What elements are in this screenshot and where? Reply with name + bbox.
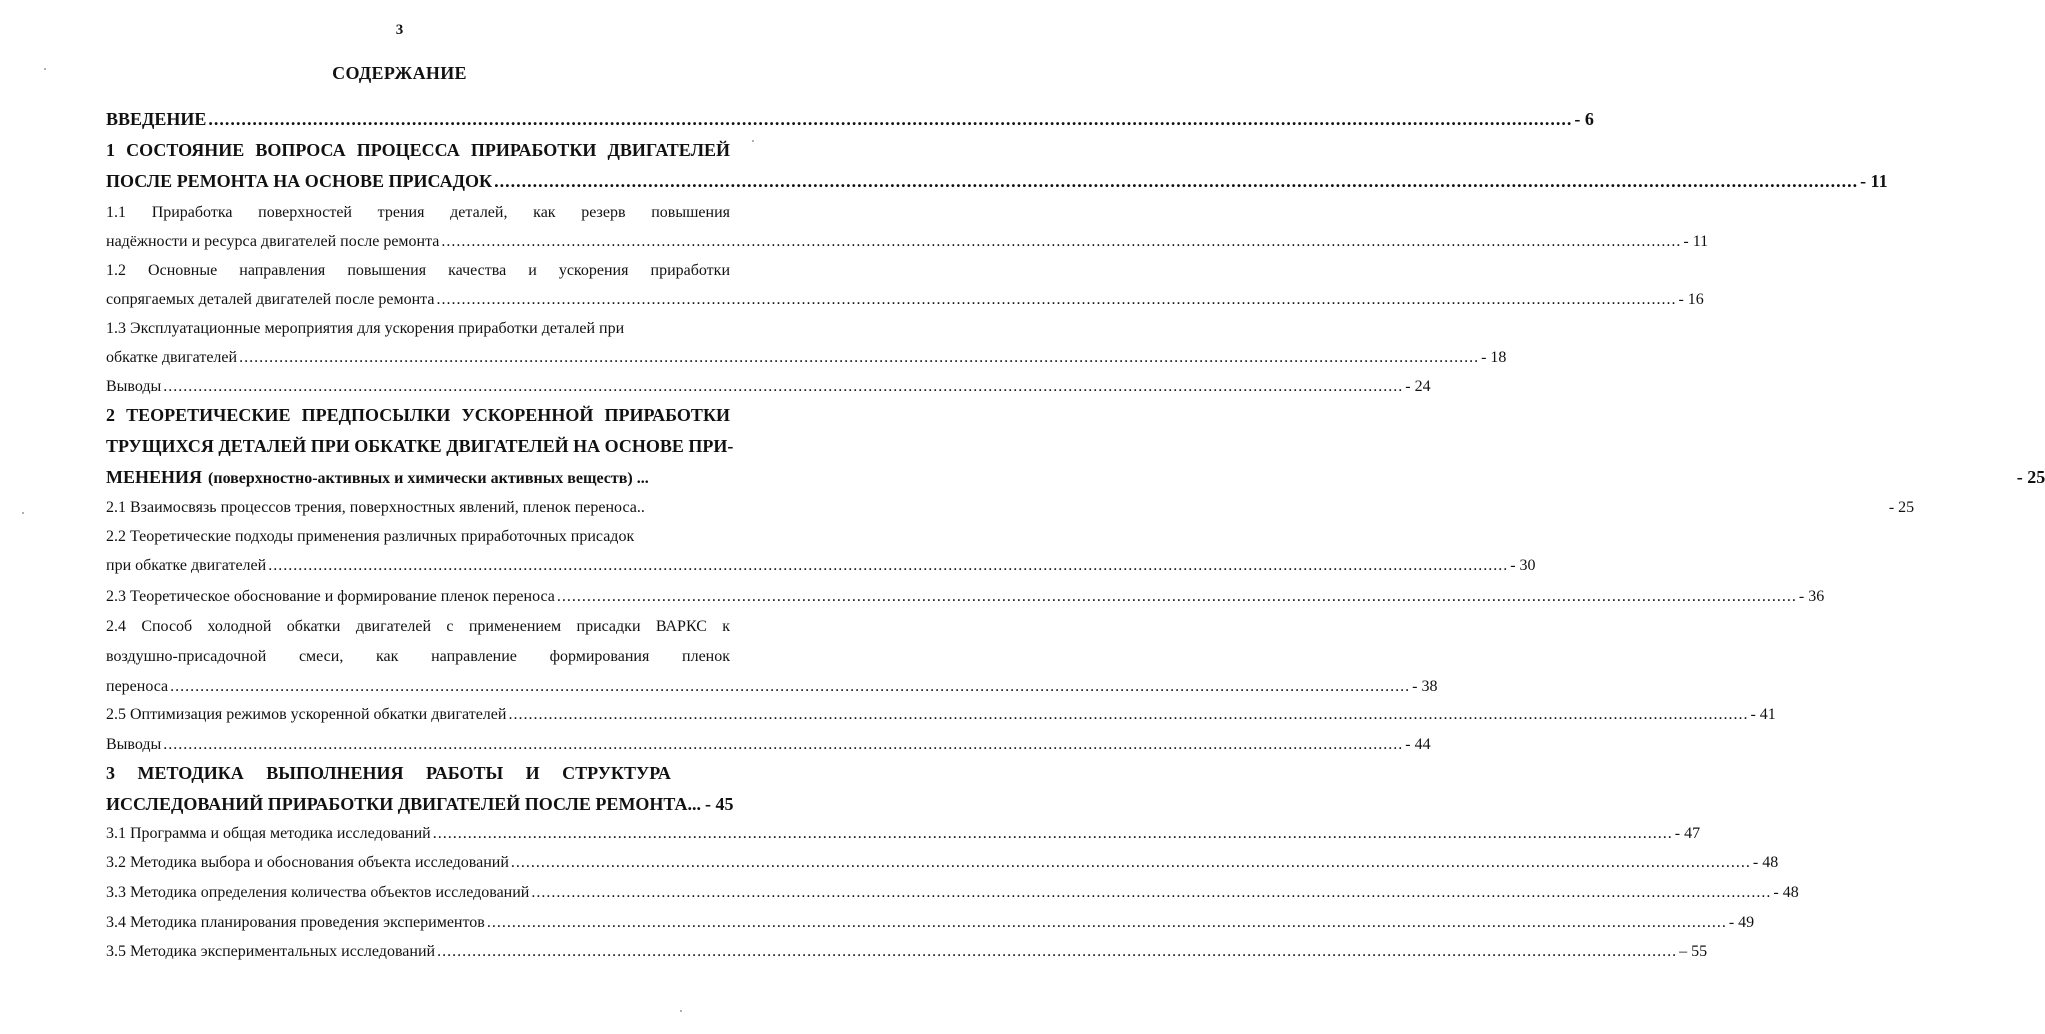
toc-section-2-4-line-3 <box>106 678 1438 696</box>
toc-section-2-4-line-2 <box>106 648 730 666</box>
toc-section-2-2-line-1 <box>106 528 730 546</box>
toc-section-2-1 <box>106 499 1915 517</box>
toc-section-3-4 <box>106 914 1755 932</box>
toc-leader-dots <box>433 825 1673 843</box>
toc-leader-dots <box>511 854 1751 872</box>
toc-page-number: - 18 <box>1481 349 1507 366</box>
toc-entry-title: 3.1 Программа и общая методика исследований <box>106 825 431 842</box>
toc-section-3-5 <box>106 943 1708 961</box>
toc-entry-title: 2.3 Теоретическое обоснование и формирование пленок переноса <box>106 588 555 605</box>
scan-speck <box>22 512 24 514</box>
toc-page-number: - 6 <box>1574 109 1594 129</box>
toc-entry-title: Выводы <box>106 378 162 395</box>
toc-leader-dots <box>437 943 1677 961</box>
toc-entry-title: 2.5 Оптимизация режимов ускоренной обкатки двигателей <box>106 706 507 723</box>
toc-section-1-2-line-1 <box>106 262 730 280</box>
toc-page-number: - 11 <box>1860 171 1888 191</box>
toc-page-number: - 49 <box>1728 914 1755 931</box>
toc-section-2-3 <box>106 588 1825 606</box>
toc-leader-dots <box>436 291 1676 309</box>
toc-leader-dots <box>557 588 1797 606</box>
scan-speck <box>44 68 46 70</box>
toc-page-number: - 45 <box>705 794 734 814</box>
toc-chapter-3-line-2 <box>106 794 734 815</box>
toc-page-number: - 48 <box>1752 854 1779 871</box>
toc-chapter-2-line-2 <box>106 436 734 457</box>
toc-entry-title: воздушно-присадочной смеси, как направление формирования пленок <box>106 648 730 665</box>
toc-entry-title: ПОСЛЕ РЕМОНТА НА ОСНОВЕ ПРИСАДОК <box>106 171 493 191</box>
toc-page-number: - 16 <box>1678 291 1704 308</box>
toc-entry-title: 1.2 Основные направления повышения качества и ускорения приработки <box>106 262 730 279</box>
toc-entry-title: 2.1 Взаимосвязь процессов трения, поверхностных явлений, пленок переноса.. <box>106 499 645 516</box>
toc-chapter-3-line-1 <box>106 763 671 784</box>
toc-section-1-1-line-2 <box>106 233 1709 251</box>
toc-entry-title: 2 ТЕОРЕТИЧЕСКИЕ ПРЕДПОСЫЛКИ УСКОРЕННОЙ ПРИРАБОТКИ <box>106 405 730 425</box>
toc-entry-title: надёжности и ресурса двигателей после ремонта <box>106 233 440 250</box>
toc-entry-title: обкатке двигателей <box>106 349 238 366</box>
toc-section-1-3-line-2 <box>106 349 1507 367</box>
toc-section-2-2-line-2 <box>106 557 1536 575</box>
toc-entry-title: 3 МЕТОДИКА ВЫПОЛНЕНИЯ РАБОТЫ И СТРУКТУРА <box>106 763 671 783</box>
toc-entry-title: 3.3 Методика определения количества объектов исследований <box>106 884 530 901</box>
toc-leader-dots <box>494 171 1858 192</box>
page-title: СОДЕРЖАНИЕ <box>332 63 467 83</box>
toc-conclusions-2 <box>106 736 1431 754</box>
toc-section-2-4-line-1 <box>106 618 730 636</box>
toc-page-number: – 55 <box>1679 943 1708 960</box>
toc-chapter-2-line-3 <box>106 467 2045 488</box>
toc-leader-dots <box>163 378 1403 396</box>
toc-page-number: - 41 <box>1750 706 1776 723</box>
toc-section-2-5 <box>106 706 1776 724</box>
toc-leader-dots <box>163 736 1403 754</box>
toc-entry-title: переноса <box>106 678 169 695</box>
toc-entry-title: МЕНЕНИЯ <box>106 467 203 487</box>
toc-entry-introduction <box>106 109 1594 130</box>
toc-page-number: - 24 <box>1405 378 1431 395</box>
toc-chapter-1-line-1 <box>106 140 730 161</box>
toc-page-number: - 47 <box>1674 825 1701 842</box>
toc-page-number: - 44 <box>1405 736 1431 753</box>
toc-entry-title: при обкатке двигателей <box>106 557 267 574</box>
toc-leader-dots <box>487 914 1727 932</box>
toc-entry-title: ИССЛЕДОВАНИЙ ПРИРАБОТКИ ДВИГАТЕЛЕЙ ПОСЛЕ РЕМОНТА... <box>106 794 702 814</box>
toc-entry-title: ВВЕДЕНИЕ <box>106 109 207 129</box>
toc-entry-title: 3.5 Методика экспериментальных исследований <box>106 943 436 960</box>
toc-entry-title: 3.4 Методика планирования проведения экспериментов <box>106 914 485 931</box>
toc-leader-dots <box>441 233 1681 251</box>
toc-section-3-3 <box>106 884 1799 902</box>
toc-leader-dots <box>208 109 1572 130</box>
toc-entry-title: 3.2 Методика выбора и обоснования объекта исследований <box>106 854 509 871</box>
toc-entry-title: сопрягаемых деталей двигателей после ремонта <box>106 291 435 308</box>
toc-page-number: - 25 <box>1888 499 1915 516</box>
toc-page-number: - 48 <box>1773 884 1799 901</box>
toc-page-number: - 38 <box>1412 678 1438 695</box>
toc-section-1-3-line-1 <box>106 320 730 338</box>
page-number: 3 <box>395 22 404 38</box>
toc-entry-subtitle: (поверхностно-активных и химически активных веществ) ... <box>208 470 649 487</box>
toc-chapter-1-line-2 <box>106 171 1888 192</box>
toc-section-3-1 <box>106 825 1701 843</box>
toc-entry-title: ТРУЩИХСЯ ДЕТАЛЕЙ ПРИ ОБКАТКЕ ДВИГАТЕЛЕЙ НА ОСНОВЕ ПРИ- <box>106 436 734 456</box>
toc-chapter-2-line-1 <box>106 405 730 426</box>
scan-speck <box>752 140 754 142</box>
toc-entry-title: 1.3 Эксплуатационные мероприятия для ускорения приработки деталей при <box>106 320 625 337</box>
toc-leader-dots <box>170 678 1410 696</box>
toc-page-number: - 30 <box>1510 557 1536 574</box>
toc-leader-dots <box>508 706 1748 724</box>
toc-leader-dots <box>268 557 1508 575</box>
toc-entry-title: 2.4 Способ холодной обкатки двигателей с применением присадки ВАРКС к <box>106 618 730 635</box>
toc-leader-dots <box>239 349 1479 367</box>
scan-speck <box>680 1010 682 1012</box>
toc-section-1-1-line-1 <box>106 204 730 222</box>
toc-leader-dots <box>531 884 1771 902</box>
toc-page-number: - 11 <box>1683 233 1709 250</box>
toc-conclusions-1 <box>106 378 1431 396</box>
toc-entry-title: 2.2 Теоретические подходы применения различных приработочных присадок <box>106 528 635 545</box>
toc-page-number: - 25 <box>2016 467 2045 487</box>
toc-entry-title: 1.1 Приработка поверхностей трения деталей, как резерв повышения <box>106 204 730 221</box>
toc-entry-title: Выводы <box>106 736 162 753</box>
toc-entry-title: 1 СОСТОЯНИЕ ВОПРОСА ПРОЦЕССА ПРИРАБОТКИ ДВИГАТЕЛЕЙ <box>106 140 730 160</box>
toc-page-number: - 36 <box>1798 588 1825 605</box>
toc-section-3-2 <box>106 854 1779 872</box>
toc-section-1-2-line-2 <box>106 291 1704 309</box>
